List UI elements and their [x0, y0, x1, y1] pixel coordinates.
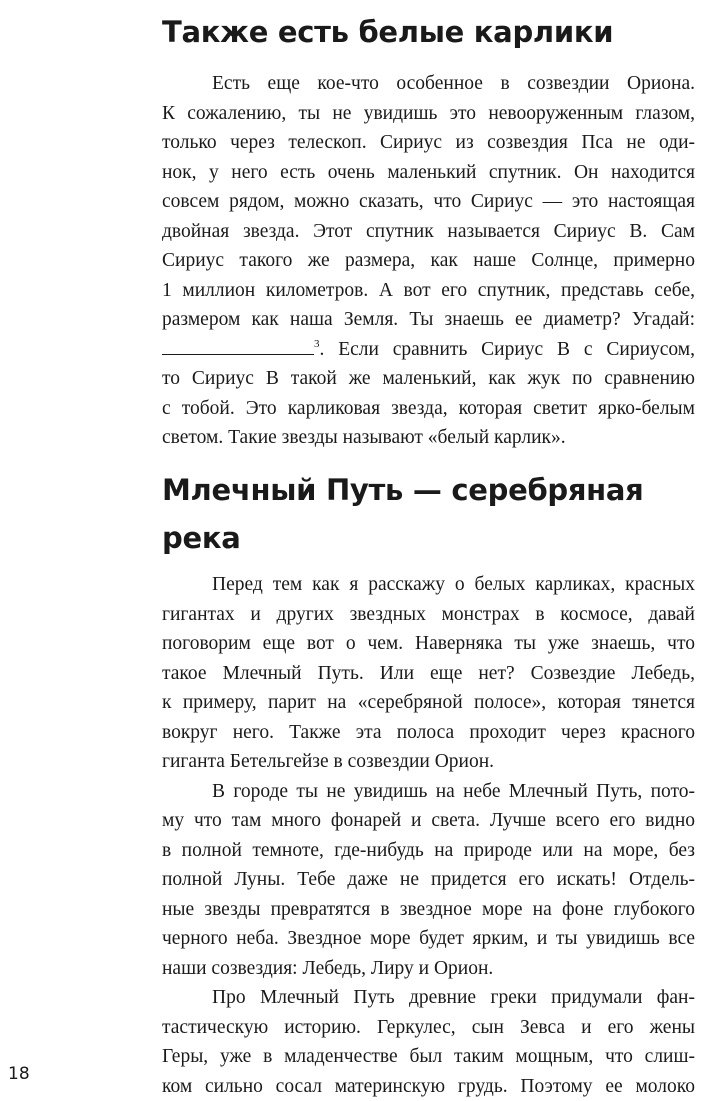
paragraph-milky-way-intro [162, 570, 695, 1101]
text-line: ные звезды превратятся в звездное море на фоне глубокого [162, 895, 695, 925]
page-number: 18 [8, 1064, 30, 1084]
paragraph-white-dwarfs [162, 69, 695, 453]
text-line: Перед тем как я расскажу о белых карликах, красных [162, 570, 695, 600]
heading-line: река [162, 521, 240, 555]
text-line: му что там много фонарей и света. Лучше всего его видно [162, 806, 695, 836]
text-line: Геры, уже в младенчестве был таким мощным, что слиш- [162, 1042, 695, 1072]
text-line: тастическую историю. Геркулес, сын Зевса и его жены [162, 1013, 695, 1043]
section-heading-milky-way [162, 466, 644, 562]
text-line: светом. Такие звезды называют «белый карлик». [162, 423, 695, 453]
text-line: полной Луны. Тебе даже не придется его искать! Отдель- [162, 865, 695, 895]
text-line: 1 миллион километров. А вот его спутник, представь себе, [162, 276, 695, 306]
text-line: двойная звезда. Этот спутник называется Сириус B. Сам [162, 217, 695, 247]
text-line: Про Млечный Путь древние греки придумали фан- [162, 983, 695, 1013]
heading-line: Млечный Путь — серебряная [162, 473, 644, 507]
text-line: поговорим еще вот о чем. Наверняка ты уже знаешь, что [162, 629, 695, 659]
answer-blank [162, 338, 314, 355]
text-line: к примеру, парит на «серебряной полосе», которая тянется [162, 688, 695, 718]
text-line: К сожалению, ты не увидишь это невооруженным глазом, [162, 99, 695, 129]
text-segment: . Если сравнить Сириус B с Сириусом, [320, 339, 696, 360]
text-line: ком сильно сосал материнскую грудь. Поэтому ее молоко [162, 1072, 695, 1101]
text-line: в полной темноте, где-нибудь на природе или на море, без [162, 836, 695, 866]
text-line: наши созвездия: Лебедь, Лиру и Орион. [162, 954, 695, 984]
text-line: гигантах и других звездных монстрах в космосе, давай [162, 600, 695, 630]
text-line: черного неба. Звездное море будет ярким, и ты увидишь все [162, 924, 695, 954]
text-line: Есть еще кое-что особенное в созвездии Ориона. [162, 69, 695, 99]
text-line: то Сириус B такой же маленький, как жук по сравнению [162, 364, 695, 394]
text-line: гиганта Бетельгейзе в созвездии Орион. [162, 747, 695, 777]
text-line-with-blank [162, 335, 695, 365]
text-line: Сириус такого же размера, как наше Солнце, примерно [162, 246, 695, 276]
text-line: вокруг него. Также эта полоса проходит через красного [162, 718, 695, 748]
text-line: такое Млечный Путь. Или еще нет? Созвездие Лебедь, [162, 659, 695, 689]
footnote-marker: 3 [314, 338, 320, 350]
text-line: нок, у него есть очень маленький спутник. Он находится [162, 158, 695, 188]
text-line: совсем рядом, можно сказать, что Сириус — это настоящая [162, 187, 695, 217]
section-heading-white-dwarfs: Также есть белые карлики [162, 8, 613, 56]
text-line: только через телескоп. Сириус из созвездия Пса не оди- [162, 128, 695, 158]
text-line: с тобой. Это карликовая звезда, которая светит ярко-белым [162, 394, 695, 424]
text-line: размером как наша Земля. Ты знаешь ее диаметр? Угадай: [162, 305, 695, 335]
text-line: В городе ты не увидишь на небе Млечный Путь, пото- [162, 777, 695, 807]
